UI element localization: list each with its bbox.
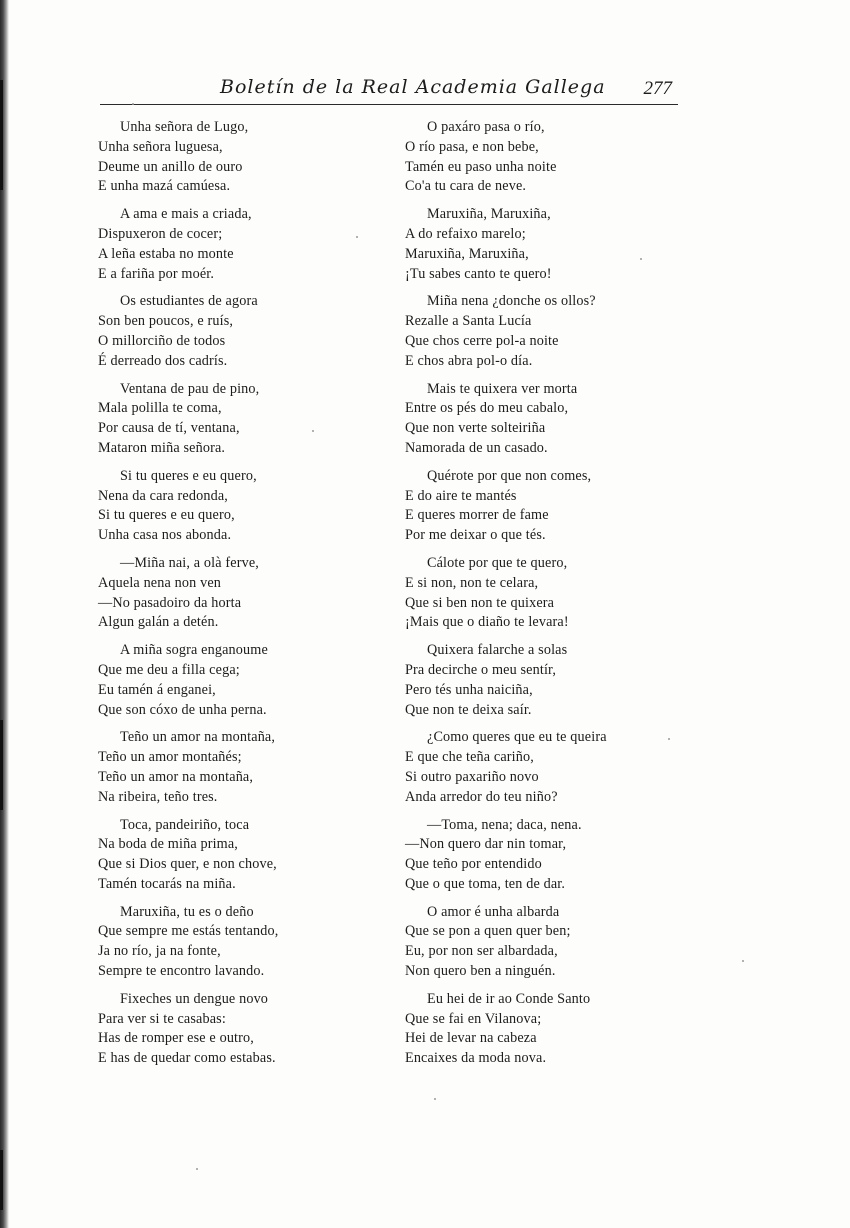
- verse-line: Tamén tocarás na miña.: [98, 875, 236, 892]
- verse-line: ¿Como queres que eu te queira: [427, 729, 607, 746]
- stanza: [98, 292, 338, 371]
- stanza: [98, 816, 338, 895]
- verse-line: Miña nena ¿donche os ollos?: [427, 293, 596, 310]
- verse-line: Que non verte solteiriña: [405, 420, 546, 437]
- verse-line: E que che teña cariño,: [405, 749, 534, 766]
- paper-speck: [312, 430, 314, 432]
- verse-line: E has de quedar como estabas.: [98, 1050, 276, 1067]
- verse-line: E do aire te mantés: [405, 487, 517, 504]
- stanza: [98, 903, 338, 982]
- left-column: [98, 118, 338, 1077]
- verse-line: Pra decirche o meu sentír,: [405, 661, 557, 678]
- verse-line: Eu, por non ser albardada,: [405, 943, 558, 960]
- spine-mark: [0, 1150, 3, 1210]
- stanza: [405, 205, 655, 284]
- spine-mark: [0, 80, 3, 190]
- verse-line: Por me deixar o que tés.: [405, 527, 546, 544]
- verse-line: ¡Tu sabes canto te quero!: [405, 265, 552, 282]
- stanza: [405, 554, 655, 633]
- verse-line: Son ben poucos, e ruís,: [98, 313, 234, 330]
- spine-mark: [0, 720, 3, 810]
- verse-line: Si tu queres e eu quero,: [98, 507, 235, 524]
- verse-line: Unha casa nos abonda.: [98, 527, 232, 544]
- verse-line: Mala polilla te coma,: [98, 400, 222, 417]
- verse-line: Hei de levar na cabeza: [405, 1030, 537, 1047]
- verse-line: Pero tés unha naiciña,: [405, 681, 533, 698]
- verse-line: Namorada de un casado.: [405, 439, 548, 456]
- verse-line: —Miña nai, a olà ferve,: [120, 554, 259, 571]
- verse-line: —Non quero dar nin tomar,: [405, 836, 567, 853]
- verse-line: ¡Mais que o diaño te levara!: [405, 614, 569, 631]
- verse-line: Por causa de tí, ventana,: [98, 420, 240, 437]
- verse-line: Deume un anillo de ouro: [98, 158, 243, 175]
- verse-line: Teño un amor montañés;: [98, 749, 242, 766]
- stanza: [98, 728, 338, 807]
- verse-line: Na ribeira, teño tres.: [98, 788, 218, 805]
- verse-line: Has de romper ese e outro,: [98, 1030, 254, 1047]
- verse-line: Que teño por entendido: [405, 856, 542, 873]
- paper-speck: [196, 1168, 198, 1170]
- stanza: [405, 903, 655, 982]
- verse-line: Que o que toma, ten de dar.: [405, 875, 566, 892]
- verse-line: Dispuxeron de cocer;: [98, 225, 223, 242]
- verse-line: E chos abra pol-o día.: [405, 352, 533, 369]
- verse-line: Que sempre me estás tentando,: [98, 923, 279, 940]
- stanza: [405, 118, 655, 197]
- verse-line: A miña sogra enganoume: [120, 642, 268, 659]
- verse-line: Para ver si te casabas:: [98, 1010, 226, 1027]
- stanza: [405, 641, 655, 720]
- stanza: [405, 728, 655, 807]
- paper-speck: [668, 738, 670, 740]
- verse-line: Anda arredor do teu niño?: [405, 788, 558, 805]
- verse-line: Cálote por que te quero,: [427, 554, 568, 571]
- running-head: Boletín de la Real Academia Gallega: [220, 76, 606, 98]
- verse-line: O millorciño de todos: [98, 332, 226, 349]
- verse-line: Teño un amor na montaña,: [98, 768, 254, 785]
- verse-line: E a fariña por moér.: [98, 265, 215, 282]
- verse-line: O paxáro pasa o río,: [427, 119, 545, 135]
- stanza: [405, 380, 655, 459]
- paper-speck: [640, 258, 642, 260]
- verse-line: Que son cóxo de unha perna.: [98, 701, 267, 718]
- verse-line: Maruxiña, Maruxiña,: [405, 245, 529, 262]
- verse-line: Ja no río, ja na fonte,: [98, 943, 221, 960]
- verse-line: Teño un amor na montaña,: [120, 729, 276, 746]
- verse-line: Fixeches un dengue novo: [120, 990, 269, 1007]
- verse-line: Algun galán a detén.: [98, 614, 219, 631]
- verse-line: Encaixes da moda nova.: [405, 1050, 547, 1067]
- paper-speck: [742, 960, 744, 962]
- page-number: 277: [643, 78, 672, 99]
- verse-line: E si non, non te celara,: [405, 574, 539, 591]
- verse-line: Rezalle a Santa Lucía: [405, 313, 532, 330]
- verse-line: Na boda de miña prima,: [98, 836, 239, 853]
- verse-line: Que se fai en Vilanova;: [405, 1010, 542, 1027]
- verse-line: Maruxiña, Maruxiña,: [427, 206, 551, 223]
- verse-line: Que chos cerre pol-a noite: [405, 332, 559, 349]
- verse-line: Aquela nena non ven: [98, 574, 222, 591]
- paper-speck: [132, 103, 134, 105]
- verse-line: Sempre te encontro lavando.: [98, 963, 265, 980]
- verse-line: A ama e mais a criada,: [120, 206, 252, 223]
- stanza: [98, 380, 338, 459]
- verse-line: O río pasa, e non bebe,: [405, 138, 539, 155]
- stanza: [98, 641, 338, 720]
- paper-speck: [356, 236, 358, 238]
- verse-line: Unha señora de Lugo,: [120, 119, 249, 135]
- verse-line: Non quero ben a ninguén.: [405, 963, 556, 980]
- verse-line: Mataron miña señora.: [98, 439, 226, 456]
- verse-line: Quixera falarche a solas: [427, 642, 568, 659]
- verse-line: Toca, pandeiriño, toca: [120, 816, 250, 833]
- stanza: [405, 816, 655, 895]
- stanza: [98, 205, 338, 284]
- verse-line: A do refaixo marelo;: [405, 225, 526, 242]
- verse-line: O amor é unha albarda: [427, 903, 560, 920]
- verse-line: Os estudiantes de agora: [120, 293, 258, 310]
- page-header: [100, 72, 678, 105]
- stanza: [405, 467, 655, 546]
- verse-line: Unha señora luguesa,: [98, 138, 223, 155]
- verse-line: Maruxiña, tu es o deño: [120, 903, 254, 920]
- verse-line: —Toma, nena; daca, nena.: [427, 816, 582, 833]
- verse-line: A leña estaba no monte: [98, 245, 234, 262]
- stanza: [405, 292, 655, 371]
- stanza: [98, 554, 338, 633]
- verse-line: E queres morrer de fame: [405, 507, 549, 524]
- paper-speck: [434, 1098, 436, 1100]
- verse-line: Eu tamén á enganei,: [98, 681, 216, 698]
- verse-line: Entre os pés do meu cabalo,: [405, 400, 569, 417]
- right-column: [405, 118, 655, 1077]
- verse-line: Nena da cara redonda,: [98, 487, 228, 504]
- verse-line: Que me deu a filla cega;: [98, 661, 240, 678]
- verse-line: Eu hei de ir ao Conde Santo: [427, 990, 591, 1007]
- verse-line: E unha mazá camúesa.: [98, 178, 231, 195]
- verse-line: Ventana de pau de pino,: [120, 380, 260, 397]
- verse-line: Mais te quixera ver morta: [427, 380, 578, 397]
- verse-line: Quérote por que non comes,: [427, 467, 592, 484]
- stanza: [98, 118, 338, 197]
- verse-line: Que si ben non te quixera: [405, 594, 555, 611]
- stanza: [98, 467, 338, 546]
- verse-line: Que non te deixa saír.: [405, 701, 532, 718]
- verse-line: Que se pon a quen quer ben;: [405, 923, 571, 940]
- verse-line: É derreado dos cadrís.: [98, 352, 228, 369]
- verse-line: —No pasadoiro da horta: [98, 594, 242, 611]
- stanza: [405, 990, 655, 1069]
- verse-line: Tamén eu paso unha noite: [405, 158, 557, 175]
- verse-line: Co'a tu cara de neve.: [405, 178, 527, 195]
- verse-line: Si outro paxariño novo: [405, 768, 539, 785]
- verse-line: Si tu queres e eu quero,: [120, 467, 257, 484]
- verse-line: Que si Dios quer, e non chove,: [98, 856, 277, 873]
- stanza: [98, 990, 338, 1069]
